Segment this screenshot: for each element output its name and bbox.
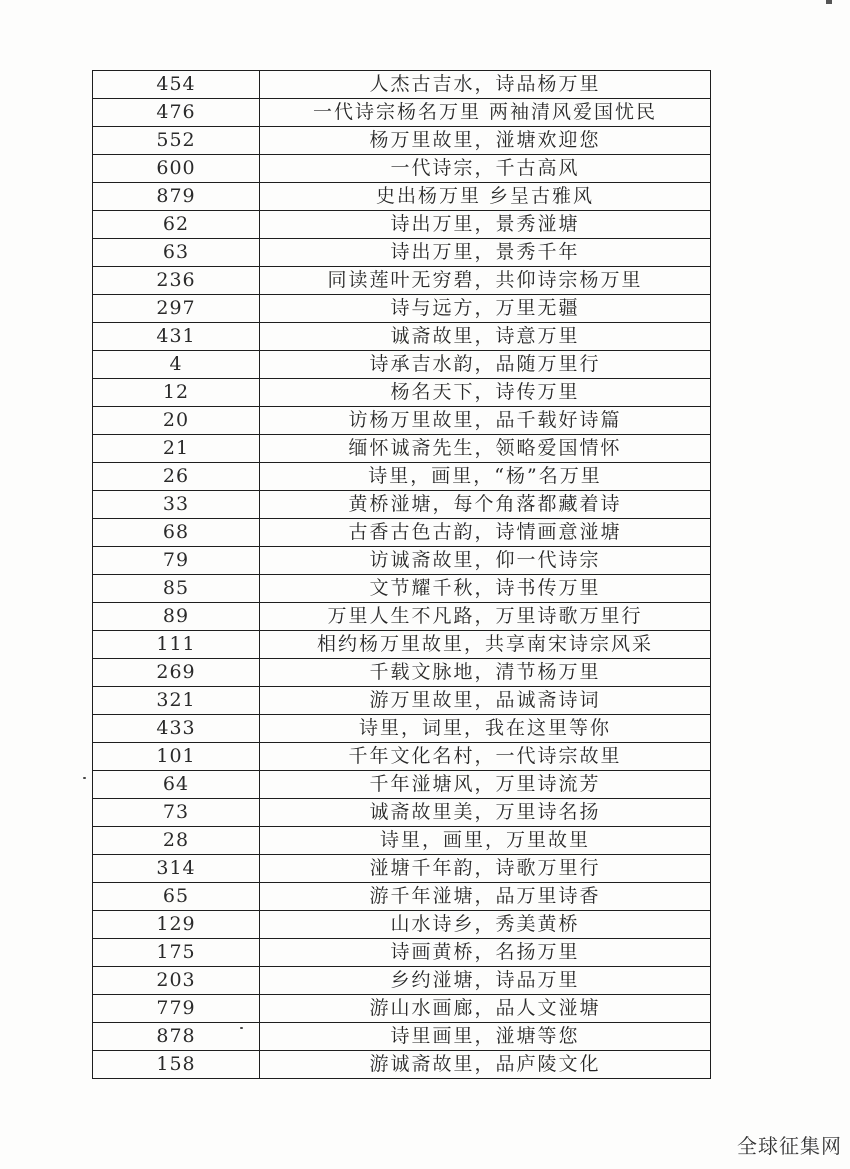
table-row <box>93 715 711 743</box>
table-row <box>93 1051 711 1079</box>
slogan-text: 乡约湴塘，诗品万里 <box>260 967 711 995</box>
slogan-text: 诗里，画里，“杨”名万里 <box>260 463 711 491</box>
entry-number: 68 <box>93 519 260 547</box>
entry-number: 321 <box>93 687 260 715</box>
entry-number: 269 <box>93 659 260 687</box>
entry-number: 297 <box>93 295 260 323</box>
table-row <box>93 127 711 155</box>
entry-number: 26 <box>93 463 260 491</box>
table-row <box>93 855 711 883</box>
table-row <box>93 295 711 323</box>
entry-number: 85 <box>93 575 260 603</box>
table-row <box>93 211 711 239</box>
entry-number: 21 <box>93 435 260 463</box>
entry-number: 101 <box>93 743 260 771</box>
table-row <box>93 827 711 855</box>
table-row <box>93 183 711 211</box>
entry-number: 600 <box>93 155 260 183</box>
table-row <box>93 1023 711 1051</box>
table-row <box>93 939 711 967</box>
slogan-text: 诚斋故里美，万里诗名扬 <box>260 799 711 827</box>
entry-number: 454 <box>93 71 260 99</box>
entry-number: 779 <box>93 995 260 1023</box>
slogan-text: 诗与远方，万里无疆 <box>260 295 711 323</box>
entry-number: 878 <box>93 1023 260 1051</box>
table-row <box>93 519 711 547</box>
slogan-text: 诗出万里，景秀千年 <box>260 239 711 267</box>
table-row <box>93 463 711 491</box>
entry-number: 433 <box>93 715 260 743</box>
slogan-text: 杨万里故里，湴塘欢迎您 <box>260 127 711 155</box>
table-row <box>93 155 711 183</box>
table-row <box>93 603 711 631</box>
table-row <box>93 771 711 799</box>
slogan-text: 诗里画里，湴塘等您 <box>260 1023 711 1051</box>
entry-number: 879 <box>93 183 260 211</box>
slogan-text: 诗画黄桥，名扬万里 <box>260 939 711 967</box>
slogan-text: 千载文脉地，清节杨万里 <box>260 659 711 687</box>
entry-number: 33 <box>93 491 260 519</box>
table-row <box>93 323 711 351</box>
entry-number: 175 <box>93 939 260 967</box>
slogan-text: 游万里故里，品诚斋诗词 <box>260 687 711 715</box>
table-row <box>93 239 711 267</box>
entry-number: 65 <box>93 883 260 911</box>
entry-number: 63 <box>93 239 260 267</box>
slogan-text: 古香古色古韵，诗情画意湴塘 <box>260 519 711 547</box>
table-row <box>93 659 711 687</box>
slogan-table-body <box>93 71 711 1079</box>
table-row <box>93 547 711 575</box>
slogan-text: 游山水画廊，品人文湴塘 <box>260 995 711 1023</box>
slogan-text: 访杨万里故里，品千载好诗篇 <box>260 407 711 435</box>
slogan-text: 人杰古吉水，诗品杨万里 <box>260 71 711 99</box>
entry-number: 111 <box>93 631 260 659</box>
slogan-text: 山水诗乡，秀美黄桥 <box>260 911 711 939</box>
slogan-text: 游千年湴塘，品万里诗香 <box>260 883 711 911</box>
entry-number: 476 <box>93 99 260 127</box>
slogan-text: 诗出万里，景秀湴塘 <box>260 211 711 239</box>
entry-number: 73 <box>93 799 260 827</box>
table-row <box>93 967 711 995</box>
table-row <box>93 435 711 463</box>
table-row <box>93 267 711 295</box>
entry-number: 552 <box>93 127 260 155</box>
entry-number: 158 <box>93 1051 260 1079</box>
scan-speck <box>83 777 86 779</box>
entry-number: 236 <box>93 267 260 295</box>
site-watermark: 全球征集网 <box>737 1134 842 1158</box>
table-row <box>93 379 711 407</box>
table-row <box>93 911 711 939</box>
entry-number: 64 <box>93 771 260 799</box>
table-row <box>93 351 711 379</box>
slogan-text: 访诚斋故里，仰一代诗宗 <box>260 547 711 575</box>
table-row <box>93 743 711 771</box>
table-row <box>93 799 711 827</box>
slogan-text: 诚斋故里，诗意万里 <box>260 323 711 351</box>
slogan-text: 千年文化名村，一代诗宗故里 <box>260 743 711 771</box>
table-row <box>93 883 711 911</box>
slogan-text: 千年湴塘风，万里诗流芳 <box>260 771 711 799</box>
table-row <box>93 575 711 603</box>
entry-number: 431 <box>93 323 260 351</box>
table-row <box>93 687 711 715</box>
slogan-text: 杨名天下，诗传万里 <box>260 379 711 407</box>
table-row <box>93 99 711 127</box>
entry-number: 129 <box>93 911 260 939</box>
table-row <box>93 407 711 435</box>
table-row <box>93 491 711 519</box>
slogan-text: 黄桥湴塘，每个角落都藏着诗 <box>260 491 711 519</box>
table-row <box>93 71 711 99</box>
entry-number: 28 <box>93 827 260 855</box>
entry-number: 79 <box>93 547 260 575</box>
slogan-text: 一代诗宗杨名万里 两袖清风爱国忧民 <box>260 99 711 127</box>
slogan-text: 诗里，词里，我在这里等你 <box>260 715 711 743</box>
entry-number: 314 <box>93 855 260 883</box>
slogan-text: 一代诗宗，千古高风 <box>260 155 711 183</box>
slogan-text: 相约杨万里故里，共享南宋诗宗风采 <box>260 631 711 659</box>
scan-artifact <box>826 0 832 4</box>
entry-number: 62 <box>93 211 260 239</box>
entry-number: 12 <box>93 379 260 407</box>
entry-number: 89 <box>93 603 260 631</box>
slogan-table <box>92 70 711 1079</box>
slogan-text: 湴塘千年韵，诗歌万里行 <box>260 855 711 883</box>
entry-number: 203 <box>93 967 260 995</box>
slogan-text: 史出杨万里 乡呈古雅风 <box>260 183 711 211</box>
slogan-text: 缅怀诚斋先生，领略爱国情怀 <box>260 435 711 463</box>
slogan-text: 文节耀千秋，诗书传万里 <box>260 575 711 603</box>
entry-number: 20 <box>93 407 260 435</box>
slogan-text: 万里人生不凡路，万里诗歌万里行 <box>260 603 711 631</box>
slogan-text: 诗里，画里，万里故里 <box>260 827 711 855</box>
table-row <box>93 631 711 659</box>
table-row <box>93 995 711 1023</box>
slogan-text: 诗承吉水韵，品随万里行 <box>260 351 711 379</box>
slogan-text: 同读莲叶无穷碧，共仰诗宗杨万里 <box>260 267 711 295</box>
entry-number: 4 <box>93 351 260 379</box>
slogan-text: 游诚斋故里，品庐陵文化 <box>260 1051 711 1079</box>
